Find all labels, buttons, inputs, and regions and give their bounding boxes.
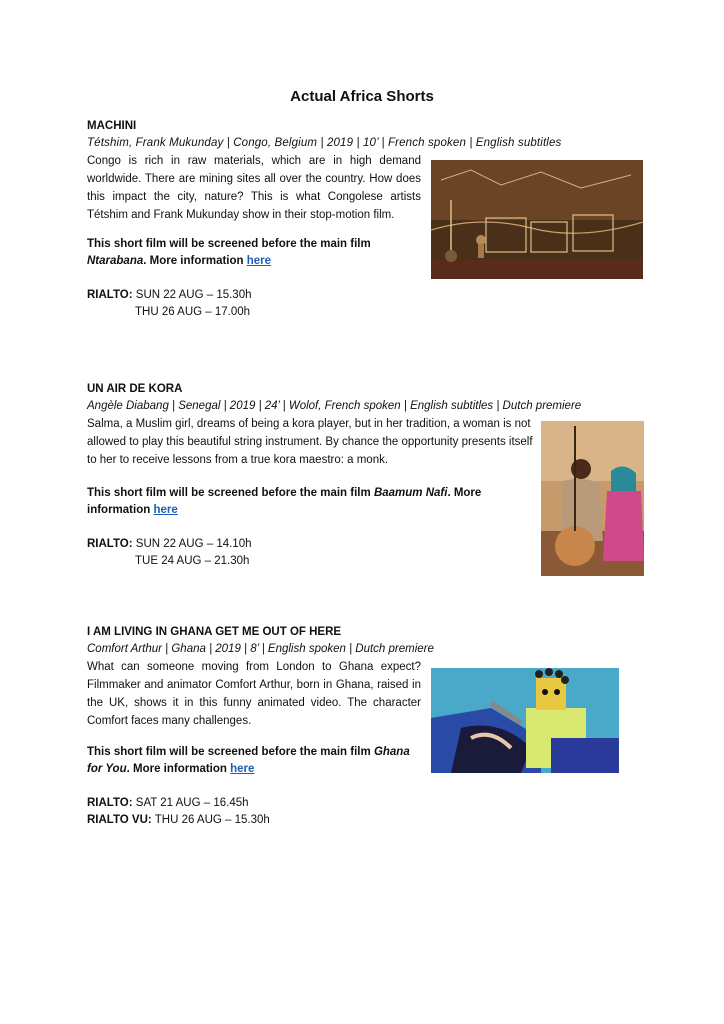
screening-info bbox=[87, 744, 421, 778]
film-title: MACHINI bbox=[87, 120, 137, 132]
screening-prefix: This short film will be screened before the main film bbox=[87, 746, 371, 758]
venue-label: RIALTO VU: bbox=[87, 814, 152, 826]
screening-prefix: This short film will be screened before the main film bbox=[87, 487, 371, 499]
kora-film-still bbox=[541, 421, 644, 576]
main-film-title: Ghana for You bbox=[87, 746, 410, 775]
more-info-label: . More information bbox=[143, 255, 244, 267]
machini-film-still bbox=[431, 160, 643, 279]
film-synopsis: Congo is rich in raw materials, which are in high demand worldwide. There are mining sites all over the country. How does this impact the city, nature? This is what Congolese artists Tétshim and Frank Mukunday show in their stop-motion film. bbox=[87, 155, 421, 221]
more-info-link[interactable]: here bbox=[230, 763, 255, 775]
more-info-link[interactable]: here bbox=[153, 504, 178, 516]
more-info-label: . More information bbox=[126, 763, 227, 775]
film-credits: Angèle Diabang | Senegal | 2019 | 24’ | Wolof, French spoken | English subtitles | Dutch premiere bbox=[87, 400, 582, 412]
more-info-link[interactable]: here bbox=[246, 255, 272, 267]
film-synopsis: What can someone moving from London to Ghana expect? Filmmaker and animator Comfort Arthur, born in Ghana, raised in the UK, shows it in this funny animated video. The character Comfort faces many challenges. bbox=[87, 661, 421, 727]
showtime: SUN 22 AUG – 14.10h bbox=[135, 538, 252, 550]
document-title: Actual Africa Shorts bbox=[290, 88, 434, 105]
showtime: THU 26 AUG – 17.00h bbox=[135, 306, 251, 318]
venue-label: RIALTO: bbox=[87, 289, 133, 301]
screening-prefix: This short film will be screened before the main film bbox=[87, 238, 371, 250]
venue-label: RIALTO: bbox=[87, 538, 133, 550]
ghana-film-still bbox=[431, 668, 619, 773]
film-credits: Tétshim, Frank Mukunday | Congo, Belgium | 2019 | 10’ | French spoken | English subtitles bbox=[87, 137, 562, 149]
venue-label: RIALTO: bbox=[87, 797, 133, 809]
main-film-title: Baamum Nafi bbox=[373, 487, 448, 499]
film-synopsis: Salma, a Muslim girl, dreams of being a kora player, but in her tradition, a woman is not allowed to play this beautiful string instrument. By chance the opportunity presents itself to her to receive lessons from a true kora maestro: a monk. bbox=[87, 418, 533, 466]
film-title: UN AIR DE KORA bbox=[87, 383, 183, 395]
showtime-row bbox=[87, 304, 642, 321]
showtime: SUN 22 AUG – 15.30h bbox=[135, 289, 252, 301]
screening-info bbox=[87, 485, 507, 519]
showtime: TUE 24 AUG – 21.30h bbox=[135, 555, 250, 567]
showtime: SAT 21 AUG – 16.45h bbox=[135, 797, 249, 809]
more-info-label: . More information bbox=[87, 487, 482, 516]
main-film-title: Ntarabana bbox=[87, 255, 144, 267]
film-title: I AM LIVING IN GHANA GET ME OUT OF HERE bbox=[87, 626, 342, 638]
showtime-row bbox=[87, 287, 642, 304]
showtime: THU 26 AUG – 15.30h bbox=[154, 814, 270, 826]
showtime-row bbox=[87, 795, 642, 812]
showtime-row bbox=[87, 812, 642, 829]
film-credits: Comfort Arthur | Ghana | 2019 | 8’ | English spoken | Dutch premiere bbox=[87, 643, 434, 655]
